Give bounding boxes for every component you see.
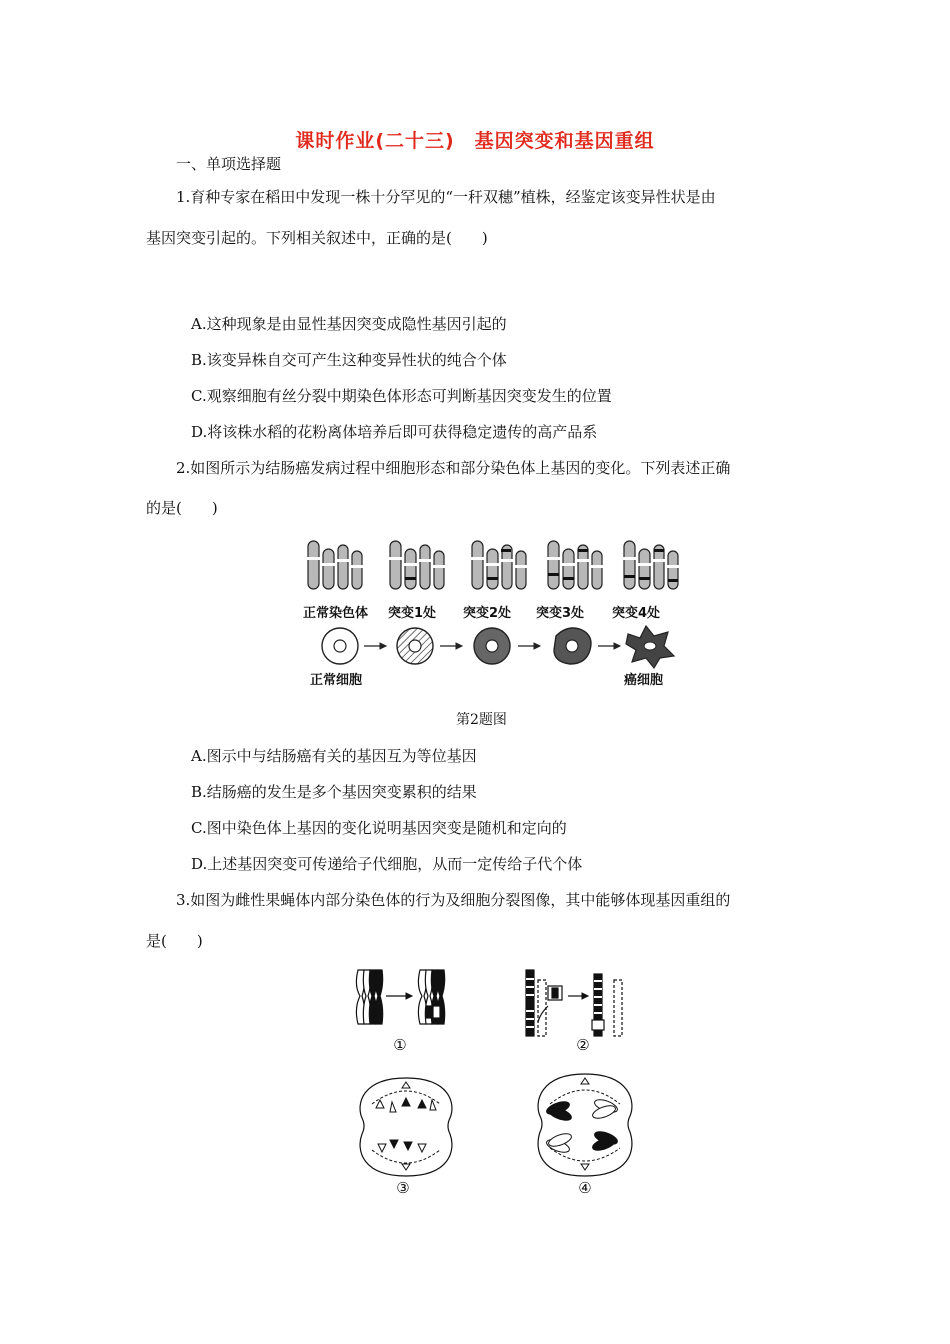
stage-label-mutation-2: 突变2处	[463, 606, 512, 621]
q3-stem-line2: 是( )	[146, 932, 203, 950]
q1-stem-line2: 基因突变引起的。下列相关叙述中，正确的是( )	[146, 229, 488, 247]
q2-stem-line1: 2.如图所示为结肠癌发病过程中细胞形态和部分染色体上基因的变化。下列表述正确	[176, 459, 731, 477]
q2-stem-line2: 的是( )	[146, 499, 218, 517]
q3-figure-label-1: ①	[393, 1036, 407, 1054]
q2-option-a: A.图示中与结肠癌有关的基因互为等位基因	[191, 747, 477, 765]
stage-label-mutation-3: 突变3处	[536, 606, 585, 621]
q2-chromosome-figure	[300, 535, 690, 595]
q1-stem-line1: 1.育种专家在稻田中发现一株十分罕见的“一秆双穗”植株，经鉴定该变异性状是由	[176, 188, 716, 206]
section-heading: 一、单项选择题	[176, 155, 282, 173]
q3-figure-2-translocation	[518, 966, 638, 1040]
q2-figure-caption: 第2题图	[456, 712, 507, 728]
q3-figure-label-3: ③	[396, 1179, 410, 1197]
q2-option-c: C.图中染色体上基因的变化说明基因突变是随机和定向的	[191, 819, 567, 837]
cell-label-normal: 正常细胞	[310, 673, 363, 688]
arrow	[364, 643, 386, 649]
stage-label-mutation-4: 突变4处	[612, 606, 661, 621]
stage-label-normal: 正常染色体	[303, 606, 369, 621]
normal-cell	[322, 628, 358, 664]
q3-figure-1-crossover	[352, 966, 452, 1028]
q2-cell-progression	[310, 622, 690, 670]
q1-option-c: C.观察细胞有丝分裂中期染色体形态可判断基因突变发生的位置	[191, 387, 612, 405]
q1-option-b: B.该变异株自交可产生这种变异性状的纯合个体	[191, 351, 507, 369]
page-title: 课时作业(二十三) 基因突变和基因重组	[295, 130, 655, 152]
q3-stem-line1: 3.如图为雌性果蝇体内部分染色体的行为及细胞分裂图像，其中能够体现基因重组的	[176, 891, 731, 909]
stage-label-mutation-1: 突变1处	[388, 606, 437, 621]
q1-option-a: A.这种现象是由显性基因突变成隐性基因引起的	[191, 315, 507, 333]
q2-option-d: D.上述基因突变可传递给子代细胞，从而一定传给子代个体	[191, 855, 583, 873]
q3-figure-label-2: ②	[576, 1036, 590, 1054]
mutated-cell-1	[397, 628, 433, 664]
q2-option-b: B.结肠癌的发生是多个基因突变累积的结果	[191, 783, 477, 801]
cancer-cell	[626, 626, 674, 668]
q1-option-d: D.将该株水稻的花粉离体培养后即可获得稳定遗传的高产品系	[191, 423, 598, 441]
q3-figure-3-cell	[352, 1074, 460, 1180]
mutated-cell-3	[554, 628, 591, 664]
mutated-cell-2	[474, 628, 510, 664]
q3-figure-label-4: ④	[578, 1179, 592, 1197]
q3-figure-4-cell	[530, 1070, 640, 1180]
cell-label-cancer: 癌细胞	[624, 673, 664, 688]
